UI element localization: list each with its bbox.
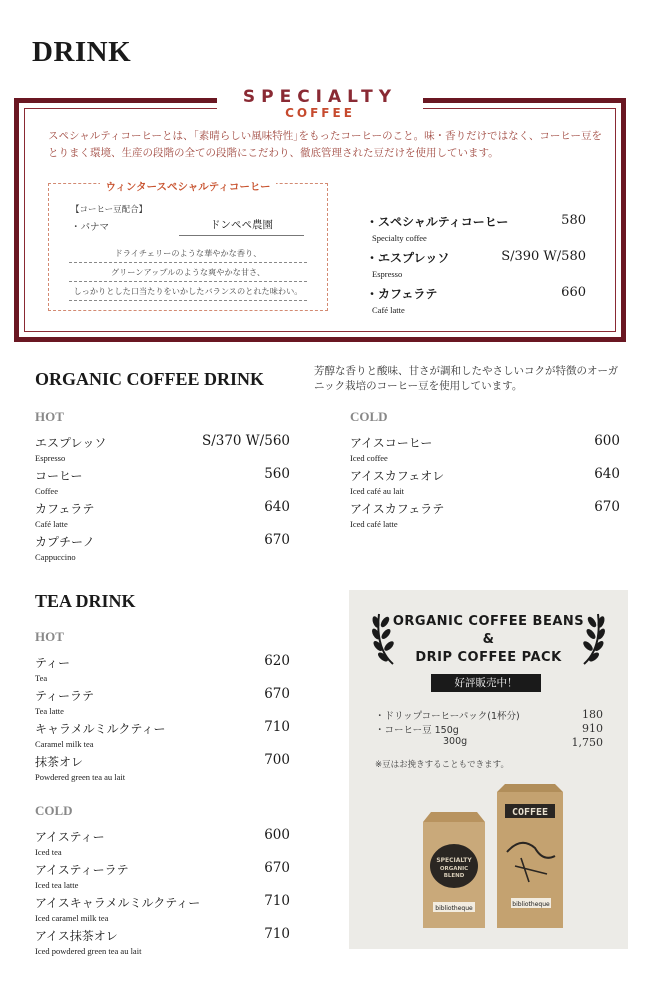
item-english: Iced tea bbox=[35, 847, 62, 857]
menu-item bbox=[35, 861, 290, 890]
item-name: 抹茶オレ bbox=[35, 755, 84, 769]
item-price: 700 bbox=[264, 752, 290, 768]
item-english: Tea latte bbox=[35, 706, 64, 716]
page-title: DRINK bbox=[32, 36, 132, 68]
menu-item bbox=[35, 894, 290, 923]
item-name: キャラメルミルクティー bbox=[35, 722, 166, 736]
item-name: アイスコーヒー bbox=[350, 436, 433, 450]
menu-item bbox=[350, 500, 620, 529]
tasting-note: しっかりとした口当たりをいかしたバランスのとれた味わい。 bbox=[69, 282, 307, 301]
item-price: 640 bbox=[594, 466, 620, 482]
item-english: Iced café au lait bbox=[350, 486, 405, 496]
menu-item bbox=[366, 249, 586, 285]
item-price: 640 bbox=[264, 499, 290, 515]
item-price: S/390 W/580 bbox=[501, 249, 586, 264]
origin: ・パナマ bbox=[71, 222, 110, 233]
beans-title: ORGANIC COFFEE BEANS bbox=[392, 614, 585, 629]
item-english: Iced café latte bbox=[350, 519, 398, 529]
beans-price-list bbox=[375, 708, 603, 750]
menu-item bbox=[35, 533, 290, 562]
winter-title: ウィンタースペシャルティコーヒー bbox=[49, 175, 327, 194]
coffee-bags-image bbox=[417, 782, 567, 932]
beans-ampersand: & bbox=[482, 632, 495, 647]
item-english: Café latte bbox=[35, 519, 68, 529]
item-name: アイスティーラテ bbox=[35, 863, 129, 877]
tasting-note: グリーンアップルのような爽やかな甘さ、 bbox=[69, 263, 307, 282]
farm-name: ドンペペ農園 bbox=[179, 217, 304, 236]
item-price: 600 bbox=[264, 827, 290, 843]
menu-item bbox=[366, 213, 586, 249]
item-name: アイスカフェオレ bbox=[350, 469, 445, 483]
item-price: 560 bbox=[264, 466, 290, 482]
tasting-note: ドライチェリーのような華やかな香り、 bbox=[69, 244, 307, 263]
menu-item bbox=[350, 467, 620, 496]
menu-item bbox=[35, 467, 290, 496]
item-name: アイスカフェラテ bbox=[350, 502, 445, 516]
item-name: ・スペシャルティコーヒー bbox=[366, 215, 509, 229]
coffee-beans-panel bbox=[349, 590, 628, 949]
item-english: Tea bbox=[35, 673, 48, 683]
product-name: ・コーヒー豆 150g bbox=[375, 725, 459, 736]
item-english: Caramel milk tea bbox=[35, 739, 94, 749]
bag1-label: BLEND bbox=[443, 873, 465, 879]
product-name: ・ドリップコーヒーパック(1杯分) bbox=[375, 711, 520, 722]
item-price: 670 bbox=[264, 532, 290, 548]
item-name: ティーラテ bbox=[35, 689, 95, 703]
item-english: Iced coffee bbox=[350, 453, 388, 463]
item-english: Powdered green tea au lait bbox=[35, 772, 126, 782]
product-price: 180 bbox=[582, 708, 603, 721]
item-english: Iced tea latte bbox=[35, 880, 79, 890]
item-english: Cappuccino bbox=[35, 552, 76, 562]
menu-item bbox=[35, 500, 290, 529]
item-english: Specialty coffee bbox=[372, 233, 427, 243]
specialty-header-title: SPECIALTY bbox=[242, 87, 398, 107]
bag1-label: ORGANIC bbox=[439, 866, 469, 872]
item-name: ティー bbox=[35, 656, 71, 670]
item-english: Coffee bbox=[35, 486, 58, 496]
organic-section-title: ORGANIC COFFEE DRINK bbox=[35, 369, 265, 389]
item-name: ・エスプレッソ bbox=[366, 251, 450, 265]
bag2-label: COFFEE bbox=[511, 807, 549, 818]
beans-note: ※豆はお挽きすることもできます。 bbox=[375, 760, 509, 770]
bag2-brand: bibliotheque bbox=[512, 901, 550, 908]
item-price: S/370 W/560 bbox=[201, 433, 290, 449]
specialty-description: スペシャルティコーヒーとは、｢素晴らしい風味特性｣をもったコーヒーのこと。味・香りだけではなく、コーヒー豆をとりまく環境、生産の段階の全ての段階にこだわり、徹底管理された豆だけを使用しています。 bbox=[48, 130, 602, 159]
item-name: コーヒー bbox=[35, 469, 83, 483]
item-english: Iced powdered green tea au lait bbox=[35, 946, 142, 956]
menu-item bbox=[350, 434, 620, 463]
price-row bbox=[375, 708, 603, 722]
item-english: Café latte bbox=[372, 305, 405, 315]
product-name: 300g bbox=[443, 736, 468, 747]
item-price: 710 bbox=[264, 926, 290, 942]
organic-cold-label: COLD bbox=[350, 409, 388, 424]
item-price: 670 bbox=[264, 686, 290, 702]
menu-item bbox=[35, 654, 290, 683]
item-english: Espresso bbox=[35, 453, 66, 463]
item-price: 620 bbox=[264, 653, 290, 669]
product-price: 910 bbox=[582, 722, 603, 735]
item-english: Espresso bbox=[372, 269, 403, 279]
blend-label: 【コーヒー豆配合】 bbox=[71, 205, 148, 215]
item-name: ・カフェラテ bbox=[366, 287, 438, 301]
beans-subtitle: DRIP COFFEE PACK bbox=[415, 650, 562, 665]
menu-item bbox=[35, 720, 290, 749]
specialty-menu bbox=[366, 213, 586, 321]
item-name: アイス抹茶オレ bbox=[35, 929, 118, 943]
menu-item bbox=[35, 828, 290, 857]
item-price: 710 bbox=[264, 719, 290, 735]
price-row bbox=[375, 722, 603, 736]
tasting-notes bbox=[69, 244, 307, 301]
item-price: 660 bbox=[561, 285, 586, 300]
item-name: エスプレッソ bbox=[35, 436, 107, 450]
organic-description: 芳醇な香りと酸味、甘さが調和したやさしいコクが特徴のオーガニック栽培のコーヒー豆を使用しています。 bbox=[314, 365, 619, 392]
item-name: アイスキャラメルミルクティー bbox=[35, 896, 201, 910]
specialty-header bbox=[217, 82, 423, 122]
menu-item bbox=[35, 687, 290, 716]
bag1-brand: bibliotheque bbox=[435, 905, 473, 912]
item-english: Iced caramel milk tea bbox=[35, 913, 109, 923]
item-price: 670 bbox=[264, 860, 290, 876]
tea-hot-label: HOT bbox=[35, 629, 64, 644]
product-price: 1,750 bbox=[571, 736, 603, 749]
menu-item bbox=[366, 285, 586, 321]
item-name: アイスティー bbox=[35, 830, 105, 844]
price-row bbox=[375, 736, 603, 750]
winter-coffee-box bbox=[48, 183, 328, 311]
on-sale-badge: 好評販売中！ bbox=[431, 674, 541, 692]
tea-cold-label: COLD bbox=[35, 803, 73, 818]
item-name: カプチーノ bbox=[35, 535, 95, 549]
bag1-label: SPECIALTY bbox=[436, 857, 472, 864]
specialty-header-subtitle: COFFEE bbox=[285, 106, 355, 120]
tea-section-title: TEA DRINK bbox=[35, 591, 136, 611]
menu-item bbox=[35, 434, 290, 463]
item-price: 670 bbox=[594, 499, 620, 515]
item-price: 710 bbox=[264, 893, 290, 909]
menu-item bbox=[35, 753, 290, 782]
organic-hot-label: HOT bbox=[35, 409, 64, 424]
item-price: 600 bbox=[594, 433, 620, 449]
item-price: 580 bbox=[561, 213, 586, 228]
menu-item bbox=[35, 927, 290, 956]
item-name: カフェラテ bbox=[35, 502, 95, 516]
